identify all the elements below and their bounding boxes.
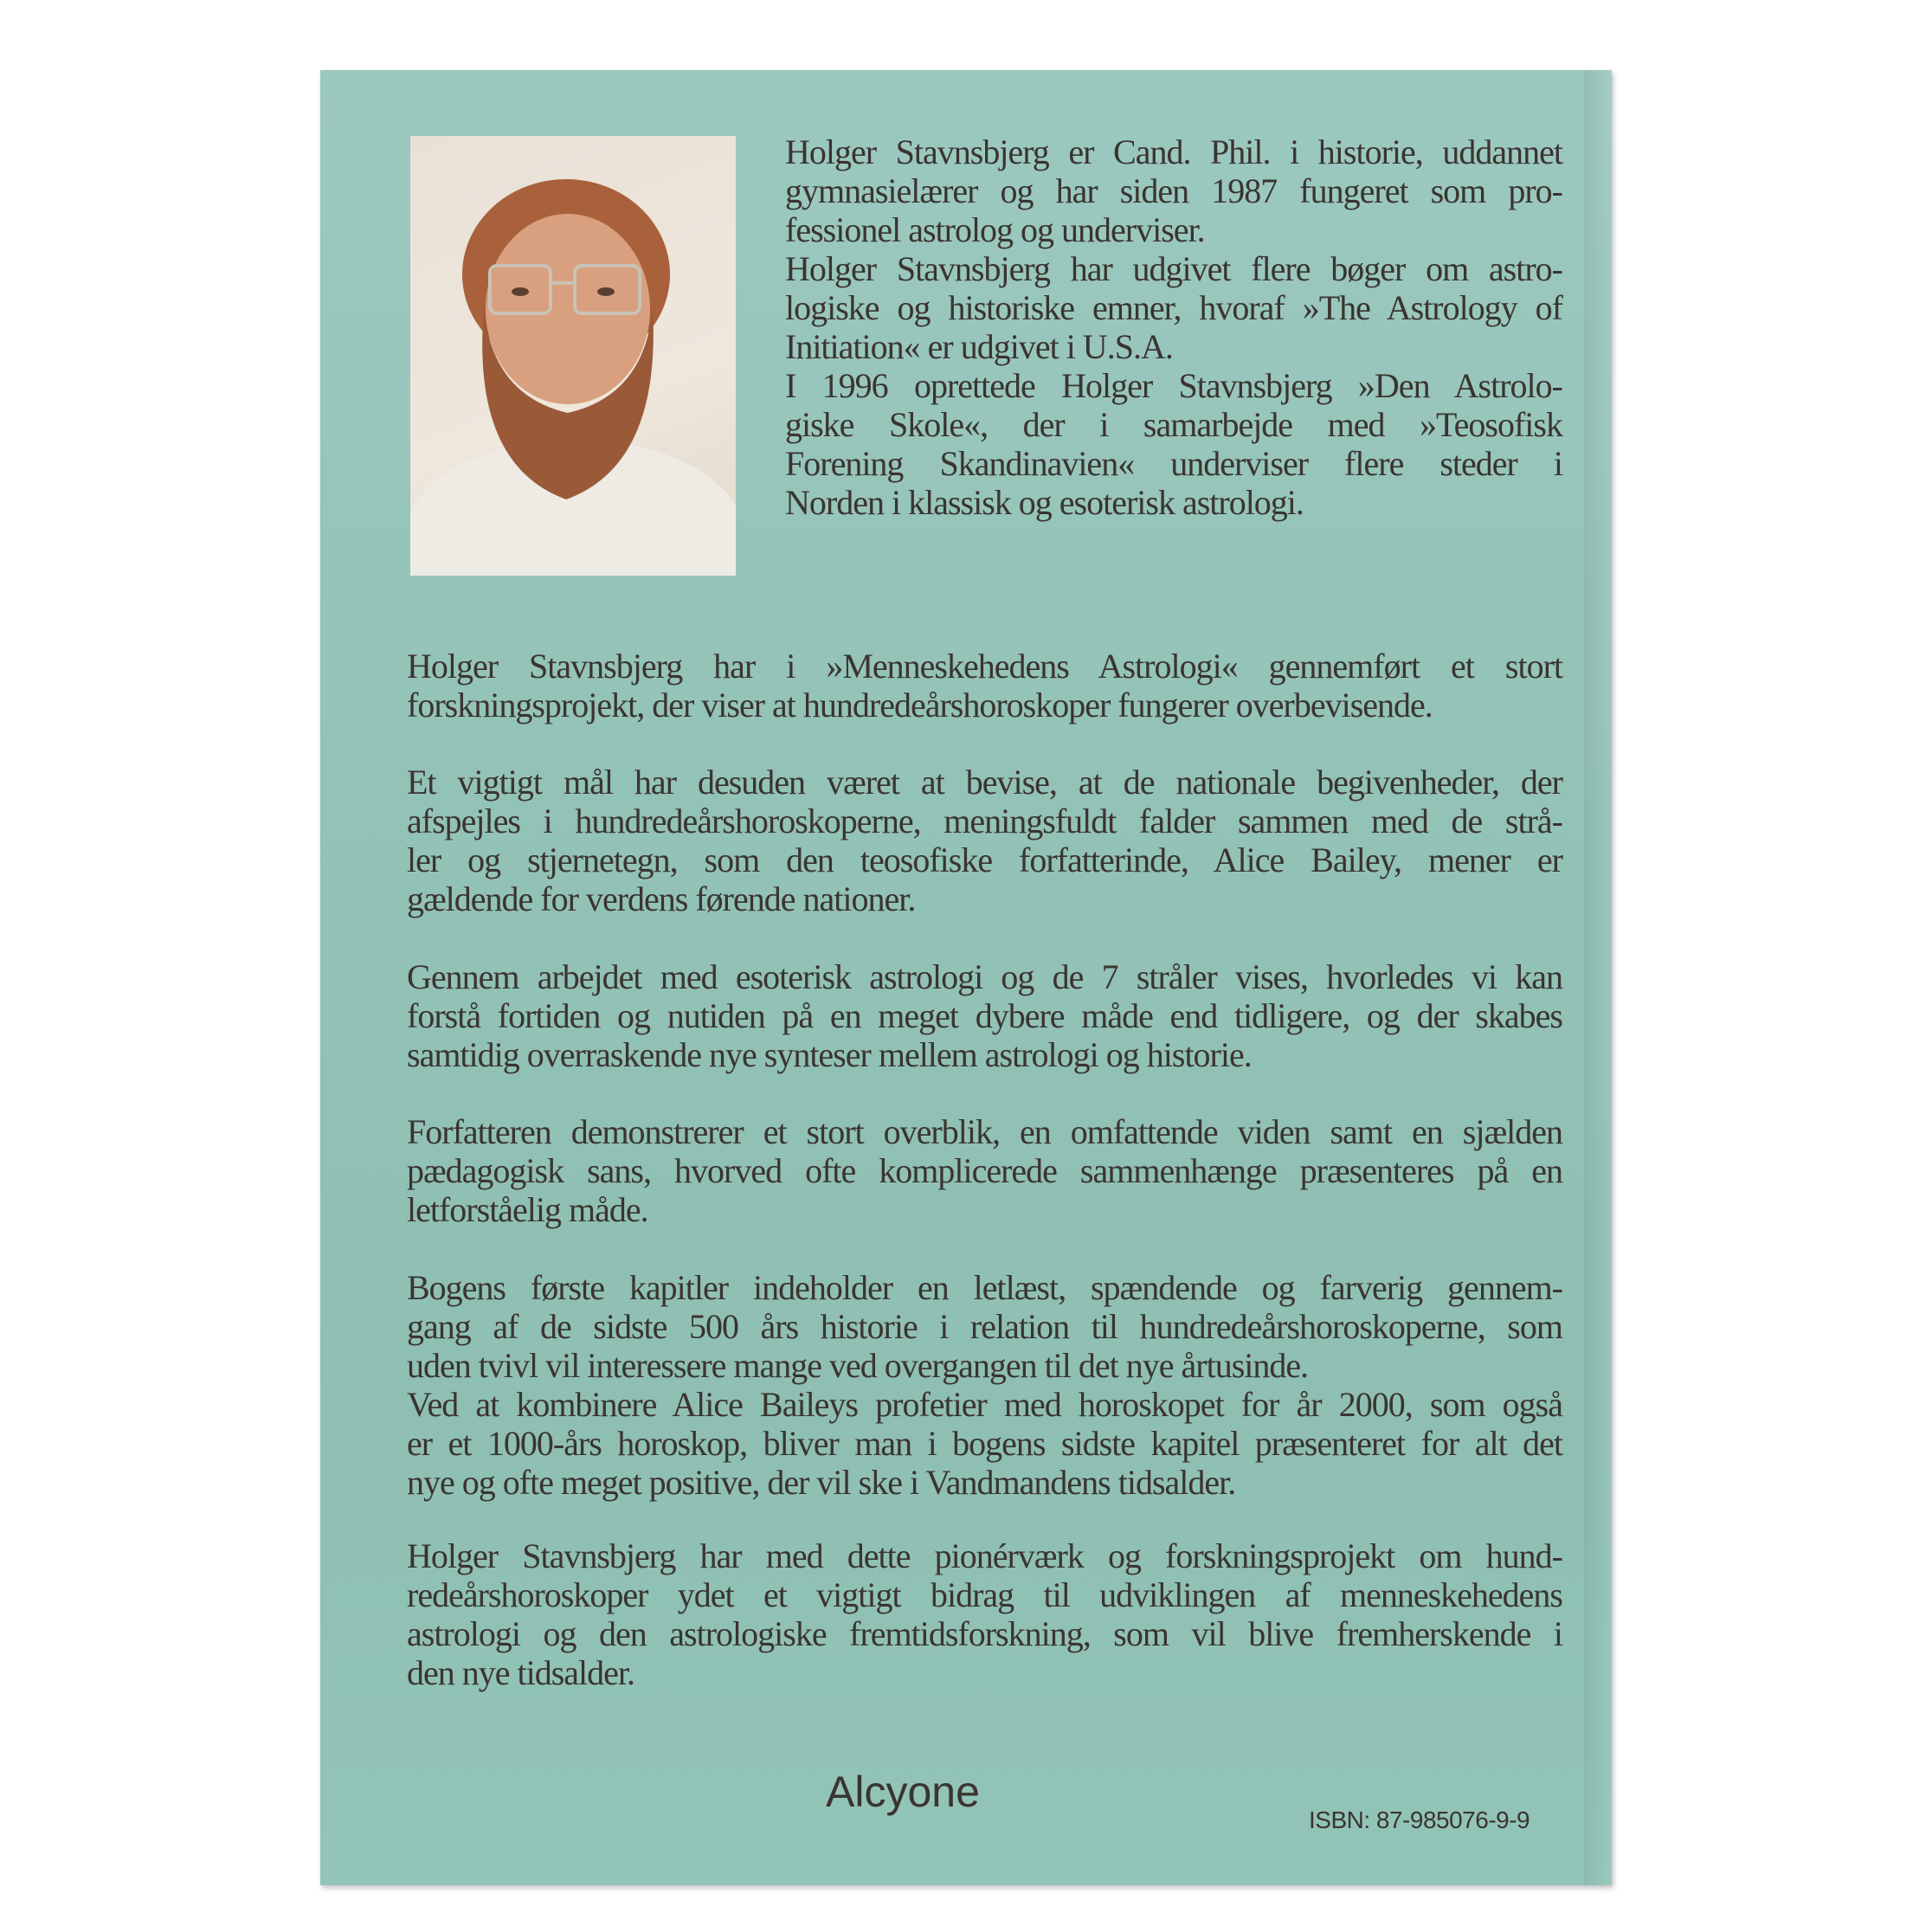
isbn: ISBN: 87-985076-9-9 (1309, 1806, 1530, 1833)
bio-line: Holger Stavnsbjerg har udgivet flere bøger om astro- (785, 249, 1562, 288)
paragraph-line: uden tvivl vil interessere mange ved overgangen til det nye årtusinde. (407, 1346, 1309, 1385)
paragraph-line: er et 1000-års horoskop, bliver man i bogens sidste kapitel præsenteret for alt det (407, 1424, 1562, 1463)
paragraph-line: Bogens første kapitler indeholder en letlæst, spændende og farverig gennem- (407, 1268, 1562, 1307)
bio-line: I 1996 oprettede Holger Stavnsbjerg »Den Astrolo- (785, 366, 1562, 405)
paragraph-line: afspejles i hundredeårshoroskoperne, meningsfuldt falder sammen med de strå- (407, 802, 1562, 840)
description-paragraph (407, 1536, 1562, 1692)
book-back-cover (320, 70, 1612, 1885)
paragraph-line: redeårshoroskoper ydet et vigtigt bidrag til udviklingen af menneskehedens (407, 1575, 1562, 1614)
description-paragraph (407, 647, 1562, 724)
paragraph-line: gang af de sidste 500 års historie i relation til hundredeårshoroskoperne, som (407, 1307, 1562, 1346)
bio-line: fessionel astrolog og underviser. (785, 210, 1205, 249)
description-paragraph (407, 1112, 1562, 1229)
paragraph-line: ler og stjernetegn, som den teosofiske forfatterinde, Alice Bailey, mener er (407, 840, 1562, 879)
paragraph-line: Gennem arbejdet med esoterisk astrologi og de 7 stråler vises, hvorledes vi kan (407, 957, 1562, 996)
paragraph-line: Et vigtigt mål har desuden været at bevise, at de nationale begivenheder, der (407, 763, 1562, 802)
description-paragraph (407, 763, 1562, 918)
paragraph-line: Holger Stavnsbjerg har med dette pionérværk og forskningsprojekt om hund- (407, 1536, 1562, 1575)
description-paragraph (407, 957, 1562, 1074)
bio-line: Norden i klassisk og esoterisk astrologi. (785, 483, 1304, 522)
bio-line: giske Skole«, der i samarbejde med »Teosofisk (785, 405, 1562, 444)
publisher-logo: Alcyone (826, 1768, 980, 1816)
cover-edge (1584, 70, 1612, 1885)
bio-line: gymnasielærer og har siden 1987 fungeret som pro- (785, 171, 1562, 210)
bio-line: Forening Skandinavien« underviser flere steder i (785, 444, 1562, 483)
paragraph-line: astrologi og den astrologiske fremtidsforskning, som vil blive fremherskende i (407, 1614, 1562, 1653)
paragraph-line: samtidig overraskende nye synteser mellem astrologi og historie. (407, 1035, 1252, 1074)
paragraph-line: gældende for verdens førende nationer. (407, 879, 916, 918)
bio-line: logiske og historiske emner, hvoraf »The Astrology of (785, 288, 1562, 327)
paragraph-line: letforståelig måde. (407, 1190, 648, 1229)
paragraph-line: forskningsprojekt, der viser at hundredeårshoroskoper fungerer overbevisende. (407, 686, 1433, 724)
paragraph-line: Forfatteren demonstrerer et stort overblik, en omfattende viden samt en sjælden (407, 1112, 1562, 1151)
paragraph-line: pædagogisk sans, hvorved ofte komplicerede sammenhænge præsenteres på en (407, 1151, 1562, 1190)
bio-line: Holger Stavnsbjerg er Cand. Phil. i historie, uddannet (785, 132, 1562, 171)
paragraph-line: den nye tidsalder. (407, 1653, 635, 1692)
author-bio (785, 132, 1562, 522)
description-paragraph (407, 1268, 1562, 1502)
paragraph-line: nye og ofte meget positive, der vil ske i Vandmandens tidsalder. (407, 1463, 1236, 1502)
paragraph-line: Holger Stavnsbjerg har i »Menneskehedens Astrologi« gennemført et stort (407, 647, 1562, 686)
paragraph-line: forstå fortiden og nutiden på en meget dybere måde end tidligere, og der skabes (407, 996, 1562, 1035)
author-photo (410, 136, 736, 576)
bio-line: Initiation« er udgivet i U.S.A. (785, 327, 1173, 366)
paragraph-line: Ved at kombinere Alice Baileys profetier med horoskopet for år 2000, som også (407, 1385, 1562, 1424)
